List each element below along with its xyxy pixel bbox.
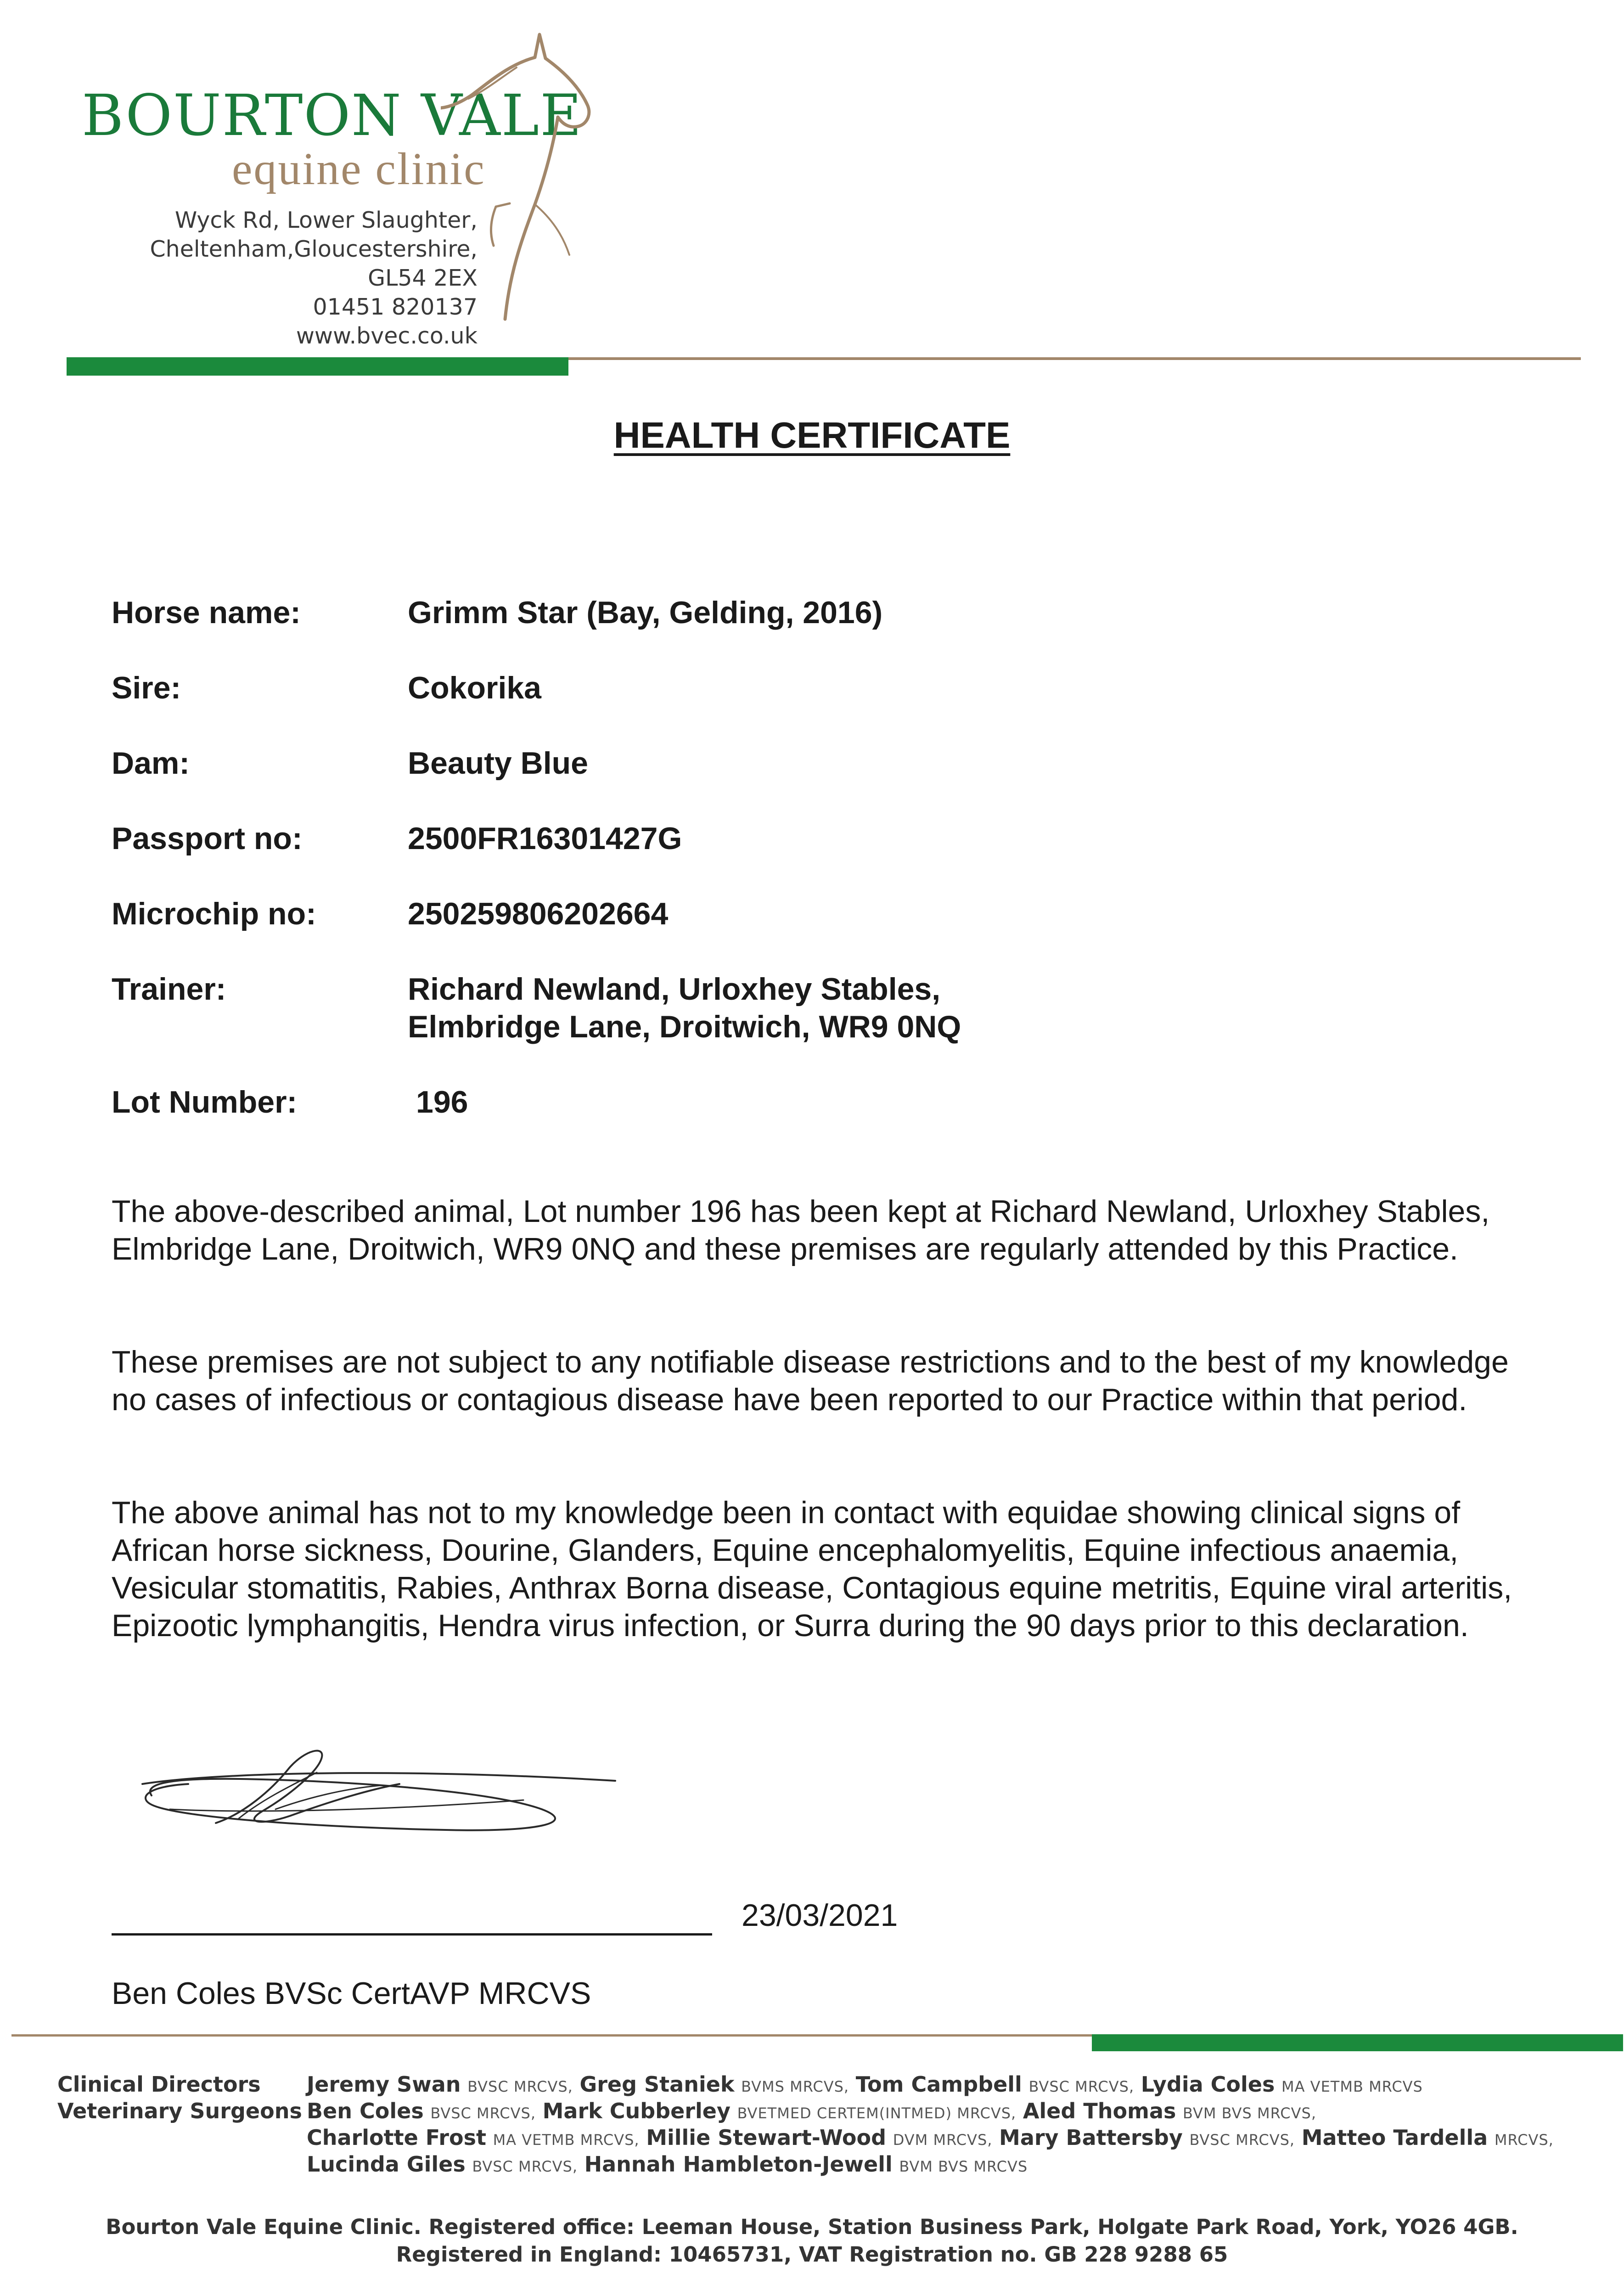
dam-value: Beauty Blue <box>408 746 588 781</box>
vet-name: Aled Thomas <box>1023 2099 1176 2123</box>
clinic-logo-subtitle: equine clinic <box>232 143 486 194</box>
vet-qualifications: BVM BVS MRCVS <box>899 2158 1028 2175</box>
signature-date: 23/03/2021 <box>742 1898 898 1933</box>
vet-name: Millie Stewart-Wood <box>646 2125 887 2150</box>
footer-vets-line <box>307 2098 1316 2127</box>
vet-name: Jeremy Swan <box>307 2072 461 2097</box>
vet-name: Lydia Coles <box>1141 2072 1275 2097</box>
vet-name: Matteo Tardella <box>1301 2125 1488 2150</box>
sire-label: Sire: <box>112 670 181 705</box>
signature-line <box>112 1933 712 1936</box>
vet-qualifications: BVM BVS MRCVS, <box>1183 2105 1316 2122</box>
vet-name: Greg Staniek <box>579 2072 735 2097</box>
microchip-label: Microchip no: <box>112 896 316 931</box>
footer-heading-clinical-directors: Clinical Directors <box>57 2072 261 2097</box>
trainer-value-line2: Elmbridge Lane, Droitwich, WR9 0NQ <box>408 1009 961 1044</box>
vet-qualifications: MRCVS, <box>1494 2131 1554 2149</box>
declaration-paragraph-restrictions: These premises are not subject to any notifiable disease restrictions and to the best of my knowledge no cases of infectious or contagious disease have been reported to our Practice within that period. <box>112 1345 1509 1417</box>
document-title <box>0 417 1624 454</box>
address-line: Cheltenham,Gloucestershire, <box>150 236 478 262</box>
trainer-label: Trainer: <box>112 972 226 1007</box>
footer-vets-line <box>307 2151 1028 2180</box>
sire-value: Cokorika <box>408 670 541 705</box>
vet-name: Mary Battersby <box>999 2125 1183 2150</box>
signer-name: Ben Coles BVSc CertAVP MRCVS <box>112 1976 591 2011</box>
trainer-value-line1: Richard Newland, Urloxhey Stables, <box>408 972 941 1007</box>
clinic-phone: 01451 820137 <box>313 294 478 320</box>
footer-registered-office: Bourton Vale Equine Clinic. Registered office: Leeman House, Station Business Park, Holgate Park Road, York, YO26 4GB. <box>106 2215 1518 2239</box>
header-brown-rule <box>568 357 1581 360</box>
vet-qualifications: BVSC MRCVS, <box>1189 2131 1295 2149</box>
vet-qualifications: BVSC MRCVS, <box>1028 2078 1135 2095</box>
title-text: HEALTH CERTIFICATE <box>613 415 1011 456</box>
lot-number-label: Lot Number: <box>112 1085 298 1120</box>
passport-label: Passport no: <box>112 821 303 856</box>
vet-name: Ben Coles <box>307 2099 424 2123</box>
declaration-paragraph-diseases: The above animal has not to my knowledge been in contact with equidae showing clinical signs of African horse sickness, Dourine, Glanders, Equine encephalomyelitis, Equine infectious anaemia, Vesicular stomatitis, Rabies, Anthrax Borna disease, Contagious equine metritis, Equine viral arteritis, Epizootic lymphangitis, Hendra virus infection, or Surra during the 90 days prior to this declaration. <box>112 1495 1512 1643</box>
footer-registration-numbers: Registered in England: 10465731, VAT Registration no. GB 228 9288 65 <box>396 2242 1228 2267</box>
vet-qualifications: BVETMED CERTEM(INTMED) MRCVS, <box>737 2105 1017 2122</box>
vet-name: Lucinda Giles <box>307 2152 466 2177</box>
clinic-website-link[interactable]: www.bvec.co.uk <box>296 323 478 349</box>
handwritten-signature <box>124 1740 629 1855</box>
vet-qualifications: BVSC MRCVS, <box>467 2078 573 2095</box>
vet-name: Charlotte Frost <box>307 2125 486 2150</box>
passport-value: 2500FR16301427G <box>408 821 682 856</box>
vet-qualifications: DVM MRCVS, <box>893 2131 993 2149</box>
vet-qualifications: MA VETMB MRCVS, <box>493 2131 640 2149</box>
vet-qualifications: MA VETMB MRCVS <box>1281 2078 1423 2095</box>
footer-heading-veterinary-surgeons: Veterinary Surgeons <box>57 2099 302 2123</box>
vet-name: Mark Cubberley <box>542 2099 731 2123</box>
clinic-logo-name: BOURTON VALE <box>82 83 583 149</box>
footer-vets-line <box>307 2071 1423 2100</box>
vet-qualifications: BVSC MRCVS, <box>430 2105 536 2122</box>
declaration-paragraph-premises: The above-described animal, Lot number 196 has been kept at Richard Newland, Urloxhey Stables, Elmbridge Lane, Droitwich, WR9 0NQ and these premises are regularly attended by this Practice. <box>112 1194 1490 1266</box>
microchip-value: 250259806202664 <box>408 896 669 931</box>
horse-name-value: Grimm Star (Bay, Gelding, 2016) <box>408 595 883 630</box>
footer-green-rule <box>1092 2034 1623 2051</box>
address-line: GL54 2EX <box>368 265 478 291</box>
vet-qualifications: BVMS MRCVS, <box>741 2078 849 2095</box>
lot-number-value: 196 <box>416 1085 468 1120</box>
address-line: Wyck Rd, Lower Slaughter, <box>174 207 478 233</box>
vet-name: Hannah Hambleton-Jewell <box>584 2152 893 2177</box>
dam-label: Dam: <box>112 746 190 781</box>
vet-name: Tom Campbell <box>855 2072 1022 2097</box>
footer-vets-line <box>307 2124 1554 2153</box>
horse-name-label: Horse name: <box>112 595 301 630</box>
vet-qualifications: BVSC MRCVS, <box>472 2158 578 2175</box>
header-green-rule <box>67 357 568 376</box>
clinic-address <box>150 206 478 350</box>
